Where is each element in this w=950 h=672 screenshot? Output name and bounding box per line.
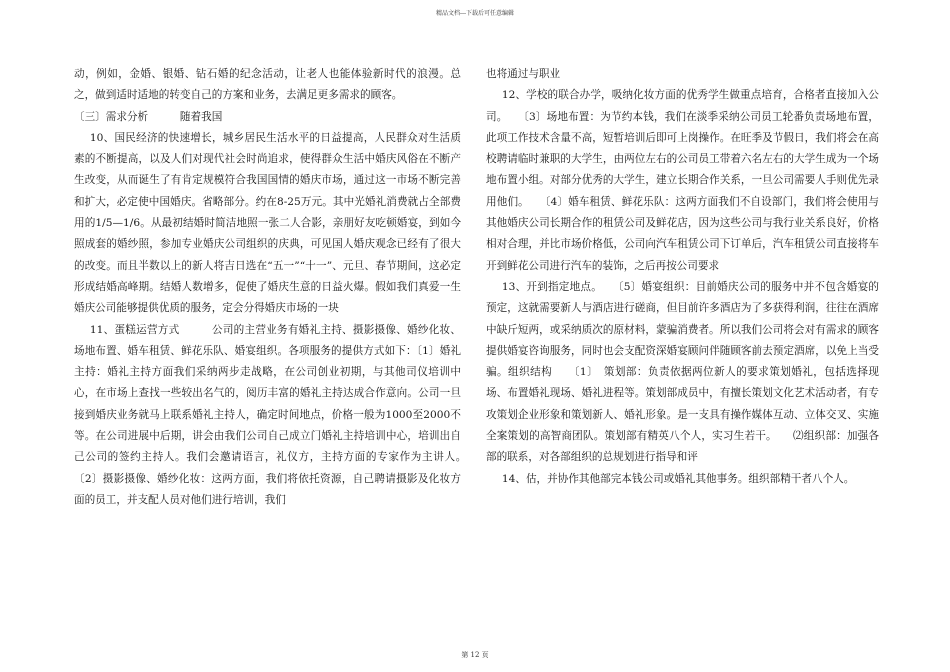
paragraph: 也将通过与职业 — [486, 68, 561, 80]
paragraph: 13、开到指定地点。 〔5〕婚宴组织：目前婚庆公司的服务中并不包含婚宴的预定，这就需要新人与酒店进行磋商，但目前许多酒店为了多获得利润，往往在酒席中缺斤短两，或采纳质次的原材料，蒙骗消费者。所以我们公司将会对有需求的顾客提供婚宴咨询服务，同时也会支配资深婚宴顾问伴随顾客前去预定酒席，以免上当受骗。组织结构 〔1〕 策划部：负责依据两位新人的要求策划婚礼，包括选择现场、布置婚礼现场、婚礼进程等。策划部成员中，有擅长策划文化艺术活动者，有专攻策划企业形象和策划新人、婚礼形象。是一支具有操作媒体互动、立体交叉、实施全案策划的高智商团队。策划部有精英八个人，实习生若干。 ⑵组织部：加强各部的联系，对各部组织的总规划进行指导和评 — [486, 280, 879, 464]
left-column — [74, 64, 483, 511]
paragraph: 12、学校的联合办学，吸纳化妆方面的优秀学生做重点培育，合格者直接加入公司。 〔3〕场地布置：为节约本钱，我们在淡季采纳公司员工轮番负责场地布置，此项工作技术含量不高，短暂培训后即可上岗操作。在旺季及节假日，我们将会在高校聘请临时兼职的大学生，由两位左右的公司员工带着六名左右的大学生成为一个场地布置小组。对部分优秀的大学生，建立长期合作关系，一旦公司需要人手则优先录用他们。 〔4〕婚车租赁、鲜花乐队：这两方面我们不自设部门，我们将会使用与其他婚庆公司长期合作的租赁公司及鲜花店，因为这些公司与我行业关系良好，价格相对合理，并比市场价格低，公司向汽车租赁公司下订单后，汽车租赁公司直接将车开到鲜花公司进行汽车的装饰，之后再按公司要求 — [486, 89, 879, 272]
page-header: 精品文档---下载后可任意编辑 — [435, 10, 515, 17]
right-column — [486, 64, 879, 490]
paragraph: 14、估，并协作其他部完本钱公司或婚礼其他事务。组织部精干者八个人。 — [501, 472, 855, 485]
paragraph: 动，例如，金婚、银婚、钻石婚的纪念活动，让老人也能体验新时代的浪漫。总之，做到适时适地的转变自己的方案和业务，去满足更多需求的顾客。 — [74, 68, 461, 102]
paragraph: 10、国民经济的快速增长，城乡居民生活水平的日益提高，人民群众对生活质素的不断提高，以及人们对现代社会时尚追求，使得群众生活中婚庆风俗在不断产生改变，从而诞生了有肯定规模符合我国国情的婚庆市场，通过这一市场不断完善和扩大，必定使中国婚庆。省略部分。约在8-25万元。其中光婚礼消费就占全部费用的1/5—1/6。从最初结婚时简洁地照一张二人合影，亲朋好友吃顿婚宴，到如今照成套的婚纱照，参加专业婚庆公司组织的庆典，可见国人婚庆观念已经有了很大的改变。而且半数以上的新人将吉日选在“五一”“十一”、元旦、春节期间，这必定形成结婚高峰期。结婚人数增多，促使了婚庆生意的日益火爆。假如我们真爱一生婚庆公司能够提供优质的服务，定会分得婚庆市场的一块 — [74, 131, 461, 315]
paragraph: 〔三〕需求分析 随着我国 — [74, 110, 223, 123]
paragraph: 11、蛋糕运营方式 公司的主营业务有婚礼主持、摄影摄像、婚纱化妆、场地布置、婚车租赁、鲜花乐队、婚宴组织。各项服务的提供方式如下：〔1〕婚礼主持：婚礼主持方面我们采纳两步走战略，在公司创业初期，与其他司仪培训中心，在市场上查找一些较出名气的，阅历丰富的婚礼主持达成合作意向。公司一旦接到婚庆业务就马上联系婚礼主持人，确定时间地点，价格一般为1000至2000不等。在公司进展中后期，讲会由我们公司自己成立门婚礼主持培训中心，培训出自己公司的签约主持人。我们会邀请语言，礼仪方，主持方面的专家作为主讲人。 〔2〕摄影摄像、婚纱化妆：这两方面，我们将依托资源，自己聘请摄影及化妆方面的员工，并支配人员对他们进行培训，我们 — [74, 323, 483, 506]
page-number: 第 12 页 — [461, 651, 489, 659]
